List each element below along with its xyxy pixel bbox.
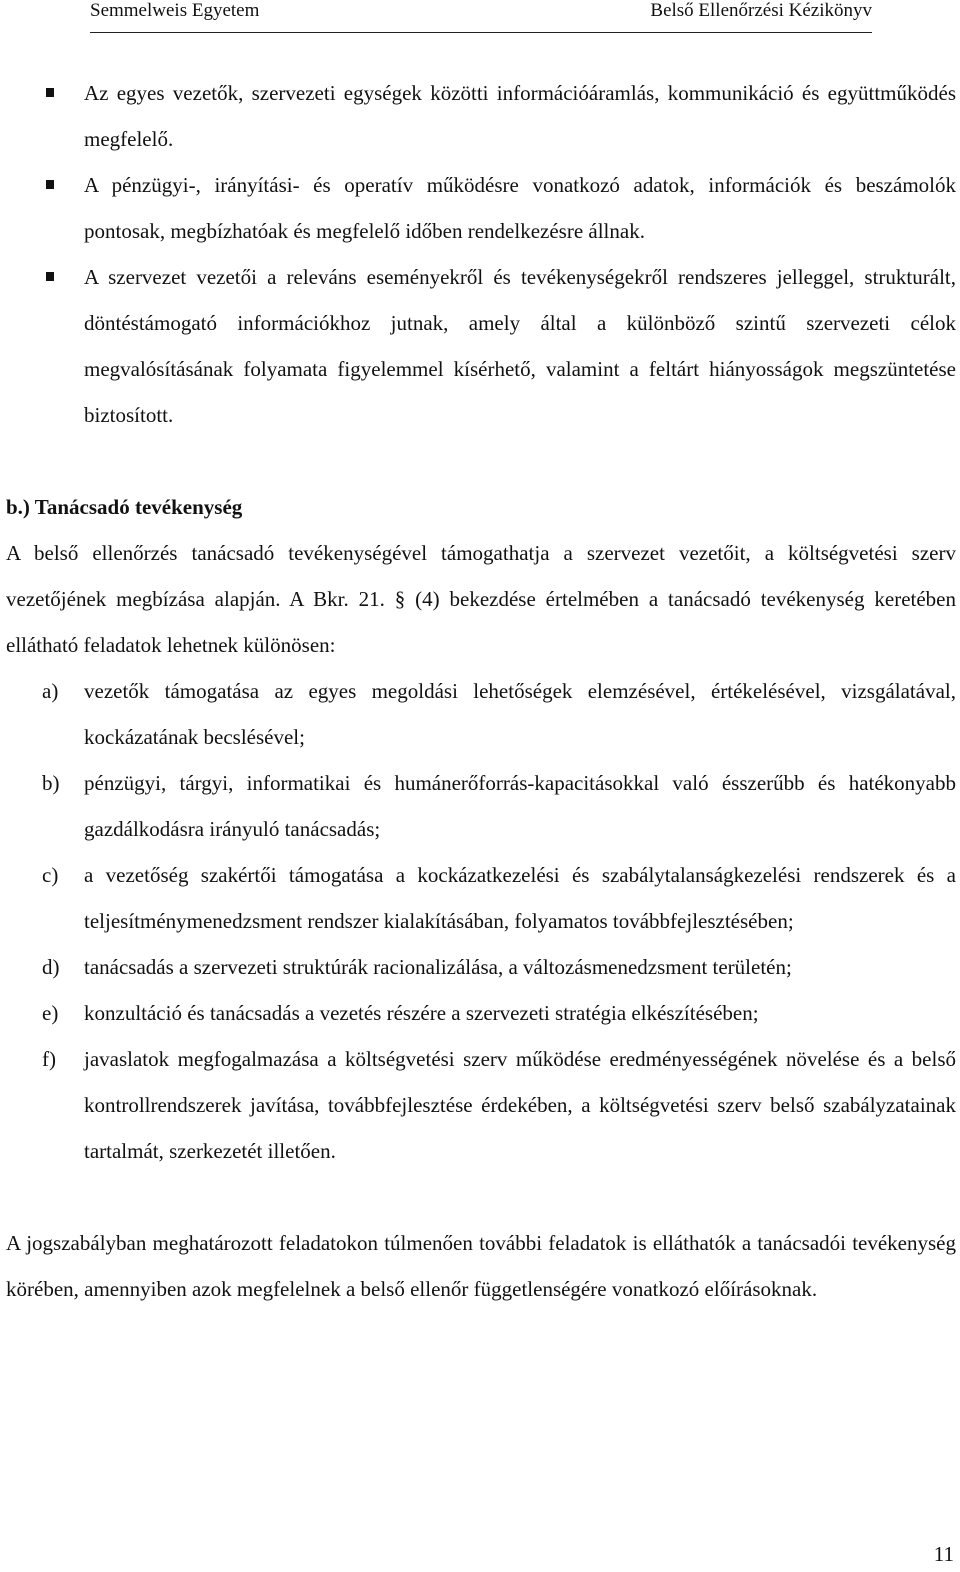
bullet-text: A pénzügyi-, irányítási- és operatív működésre vonatkozó adatok, információk és beszámolók pontosak, megbízhatóak és megfelelő időben rendelkezésre állnak.: [84, 173, 956, 243]
list-item: [6, 760, 956, 852]
closing-paragraph: A jogszabályban meghatározott feladatokon túlmenően további feladatok is elláthatók a tanácsadói tevékenység körében, amennyiben azok megfelelnek a belső ellenőr függetlenségére vonatkozó előírásoknak.: [6, 1231, 956, 1301]
item-label: d): [42, 955, 60, 979]
item-text: a vezetőség szakértői támogatása a kockázatkezelési és szabálytalanságkezelési rendszerek és a teljesítménymenedzsment rendszer kialakításában, folyamatos továbbfejlesztésében;: [84, 863, 956, 933]
list-item: [6, 944, 956, 990]
section-heading: b.) Tanácsadó tevékenység: [6, 495, 243, 519]
bullet-list: [6, 70, 956, 438]
section-intro: A belső ellenőrzés tanácsadó tevékenységével támogathatja a szervezet vezetőit, a költségvetési szerv vezetőjének megbízása alapján. A Bkr. 21. § (4) bekezdése értelmében a tanácsadó tevékenység keretében ellátható feladatok lehetnek különösen:: [6, 541, 956, 657]
list-item: [6, 254, 956, 438]
header-institution: Semmelweis Egyetem: [90, 0, 260, 21]
item-text: tanácsadás a szervezeti struktúrák racionalizálása, a változásmenedzsment területén;: [84, 955, 792, 979]
item-label: c): [42, 863, 59, 887]
document-body: [6, 70, 956, 1312]
square-bullet-icon: [46, 88, 54, 97]
item-text: konzultáció és tanácsadás a vezetés részére a szervezeti stratégia elkészítésében;: [84, 1001, 759, 1025]
square-bullet-icon: [46, 272, 54, 281]
list-item: [6, 990, 956, 1036]
item-label: e): [42, 1001, 59, 1025]
task-list: [6, 668, 956, 1174]
list-item: [6, 852, 956, 944]
bullet-text: A szervezet vezetői a releváns eseményekről és tevékenységekről rendszeres jelleggel, strukturált, döntéstámogató információkhoz jutnak, amely által a különböző szintű szervezeti célok megvalósításának folyamata figyelemmel kísérhető, valamint a feltárt hiányosságok megszüntetése biztosított.: [84, 265, 956, 427]
square-bullet-icon: [46, 180, 54, 189]
item-text: vezetők támogatása az egyes megoldási lehetőségek elemzésével, értékelésével, vizsgálatával, kockázatának becslésével;: [84, 679, 956, 749]
header-document-title: Belső Ellenőrzési Kézikönyv: [650, 0, 872, 21]
list-item: [6, 1036, 956, 1174]
item-label: b): [42, 771, 60, 795]
list-item: [6, 70, 956, 162]
list-item: [6, 162, 956, 254]
list-item: [6, 668, 956, 760]
item-text: pénzügyi, tárgyi, informatikai és humánerőforrás-kapacitásokkal való ésszerűbb és hatékonyabb gazdálkodásra irányuló tanácsadás;: [84, 771, 956, 841]
page-number: 11: [933, 1542, 954, 1566]
item-text: javaslatok megfogalmazása a költségvetési szerv működése eredményességének növelése és a belső kontrollrendszerek javítása, továbbfejlesztése érdekében, a költségvetési szerv belső szabályzatainak tartalmát, szerkezetét illetően.: [84, 1047, 956, 1163]
page-header: [90, 0, 872, 33]
bullet-text: Az egyes vezetők, szervezeti egységek közötti információáramlás, kommunikáció és együttműködés megfelelő.: [84, 81, 956, 151]
item-label: f): [42, 1047, 56, 1071]
item-label: a): [42, 679, 59, 703]
